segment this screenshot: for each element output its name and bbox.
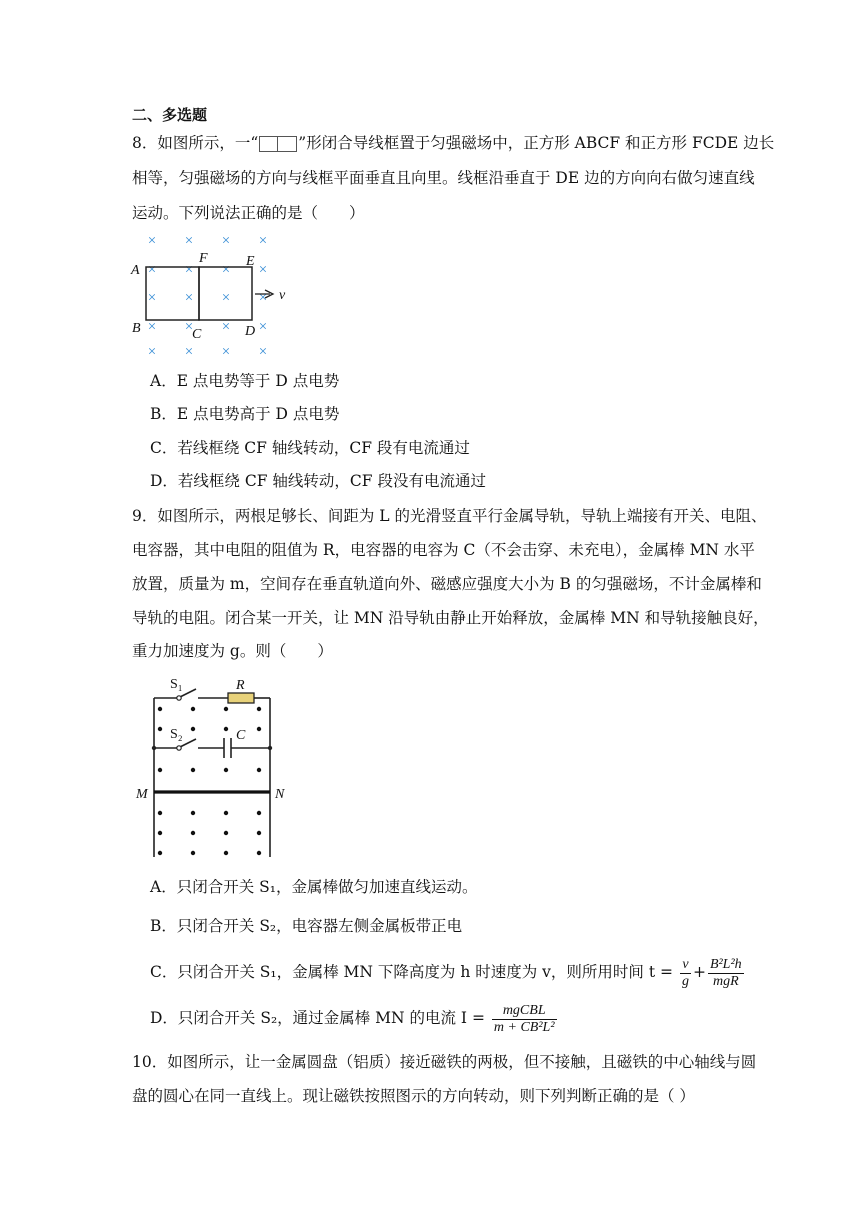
q9-line3: 放置，质量为 m，空间存在垂直轨道向外、磁感应强度大小为 B 的匀强磁场，不计金属棒和 — [132, 575, 762, 593]
label-e: E — [246, 254, 255, 269]
q9-option-c-text: C．只闭合开关 S₁，金属棒 MN 下降高度为 h 时速度为 v，则所用时间 t = — [150, 963, 673, 981]
resistor-r — [228, 693, 254, 703]
cross-mark: × — [147, 262, 157, 278]
q9-line1: 9．如图所示，两根足够长、间距为 L 的光滑竖直平行金属导轨，导轨上端接有开关、电阻、 — [132, 507, 767, 525]
label-b: B — [132, 321, 141, 336]
cross-mark: × — [221, 319, 231, 335]
q8-option-b: B．E 点电势高于 D 点电势 — [150, 405, 340, 423]
cross-mark: × — [184, 262, 194, 278]
cross-mark: × — [184, 319, 194, 335]
cross-mark: × — [258, 344, 268, 360]
q8-line1 — [132, 132, 774, 154]
q8-option-d: D．若线框绕 CF 轴线转动，CF 段没有电流通过 — [150, 472, 486, 490]
q8-line1-a: 8．如图所示，一“ — [132, 134, 259, 152]
cross-mark: × — [147, 290, 157, 306]
plus-sign: + — [692, 963, 706, 981]
label-c: C — [192, 327, 202, 342]
q9-option-d — [150, 998, 559, 1038]
q9-line4: 导轨的电阻。闭合某一开关，让 MN 沿导轨由静止开始释放，金属棒 MN 和导轨接触良好， — [132, 609, 769, 627]
fraction-v-over-g: $\frac{v}{g}$ — [681, 956, 689, 989]
fraction-b2l2h-over-mgr: $\frac{\text{B²L²h}}{\text{mgR}}$ — [709, 956, 742, 989]
q8-line1-b: ”形闭合导线框置于匀强磁场中，正方形 ABCF 和正方形 FCDE 边长 — [298, 134, 775, 152]
cross-mark: × — [258, 290, 268, 306]
q8-line3: 运动。下列说法正确的是（ ） — [132, 204, 365, 222]
q10-line1: 10．如图所示，让一金属圆盘（铝质）接近磁铁的两极，但不接触，且磁铁的中心轴线与圆 — [132, 1053, 757, 1071]
q10-line2: 盘的圆心在同一直线上。现让磁铁按照图示的方向转动，则下列判断正确的是（ ） — [132, 1087, 695, 1105]
cross-mark: × — [221, 233, 231, 249]
fraction-current: $\frac{\text{mgCBL}}{\text{m + CB²L²}}$ — [493, 1002, 555, 1035]
label-a: A — [131, 263, 140, 278]
cross-mark: × — [221, 290, 231, 306]
label-r: R — [236, 678, 245, 693]
q8-option-a: A．E 点电势等于 D 点电势 — [150, 372, 340, 390]
cross-mark: × — [147, 319, 157, 335]
q9-figure — [132, 672, 292, 862]
cross-mark: × — [258, 319, 268, 335]
cross-mark: × — [221, 262, 231, 278]
frame-shape-icon — [259, 136, 297, 152]
label-n: N — [275, 787, 285, 802]
cross-mark: × — [147, 344, 157, 360]
label-s1: S₁ — [170, 677, 183, 692]
q8-option-c: C．若线框绕 CF 轴线转动，CF 段有电流通过 — [150, 439, 470, 457]
cross-mark: × — [221, 344, 231, 360]
q9-line2: 电容器，其中电阻的阻值为 R，电容器的电容为 C（不会击穿、未充电），金属棒 MN 水平 — [132, 541, 755, 559]
cross-mark: × — [184, 290, 194, 306]
cross-mark: × — [147, 233, 157, 249]
q9-option-c — [150, 952, 746, 992]
q9-line5: 重力加速度为 g。则（ ） — [132, 642, 333, 660]
label-v: v — [279, 288, 286, 303]
q9-option-b: B．只闭合开关 S₂，电容器左侧金属板带正电 — [150, 917, 463, 935]
q9-option-d-text: D．只闭合开关 S₂，通过金属棒 MN 的电流 I = — [150, 1009, 485, 1027]
cross-mark: × — [258, 262, 268, 278]
q9-option-a: A．只闭合开关 S₁，金属棒做匀加速直线运动。 — [150, 878, 478, 896]
cross-mark: × — [258, 233, 268, 249]
label-c: C — [236, 728, 246, 743]
cross-mark: × — [184, 344, 194, 360]
q8-line2: 相等，匀强磁场的方向与线框平面垂直且向里。线框沿垂直于 DE 边的方向向右做匀速直线 — [132, 169, 755, 187]
label-f: F — [199, 251, 208, 266]
label-s2: S₂ — [170, 727, 183, 742]
section-title: 二、多选题 — [132, 106, 208, 124]
label-m: M — [136, 787, 148, 802]
q8-figure — [128, 228, 308, 363]
cross-mark: × — [184, 233, 194, 249]
label-d: D — [245, 324, 256, 339]
